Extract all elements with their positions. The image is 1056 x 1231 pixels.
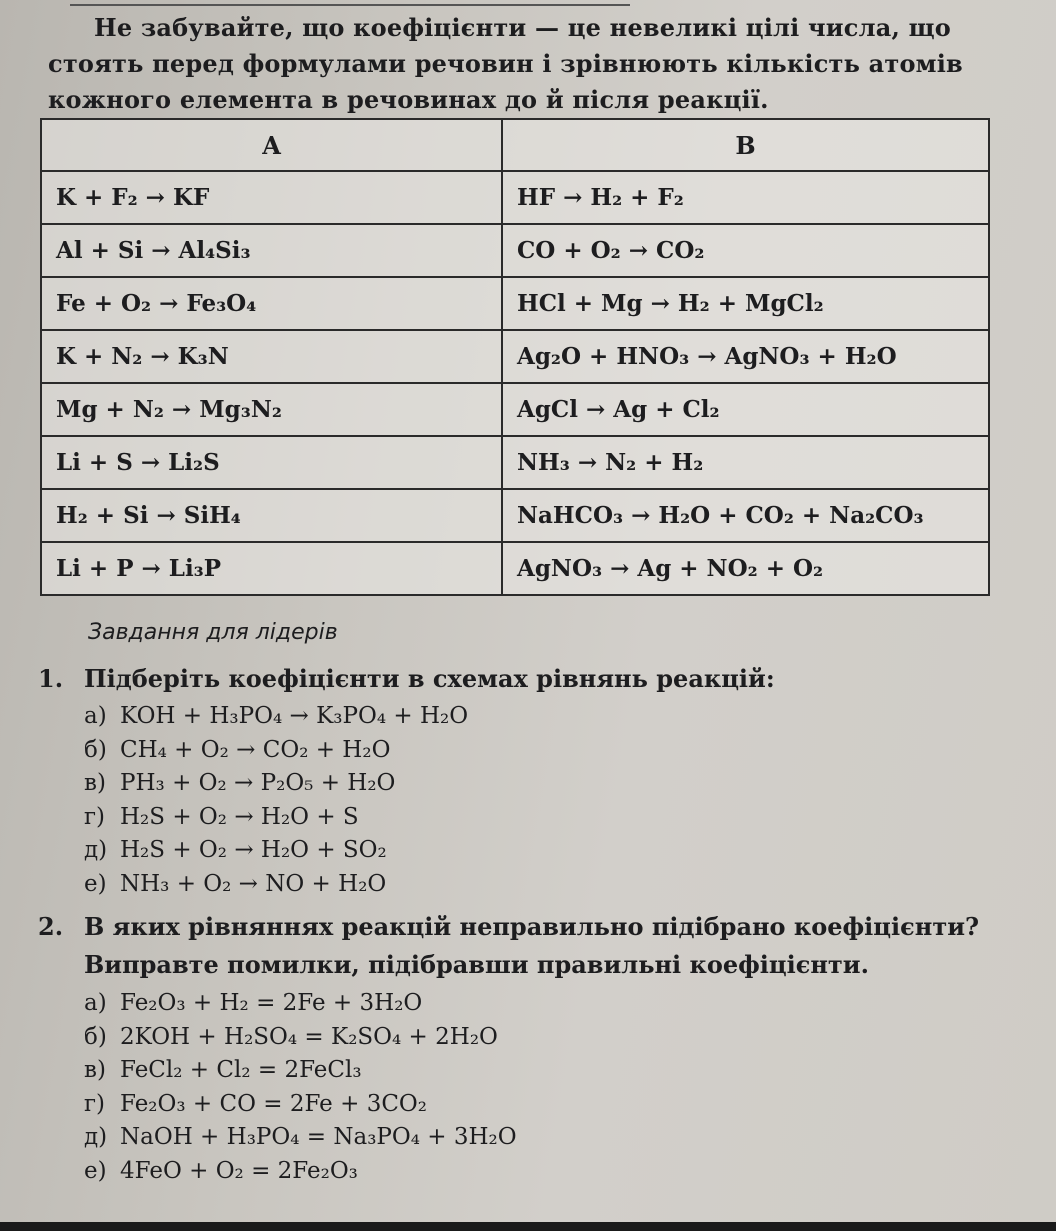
table-row [41, 277, 989, 330]
item-label: д) [84, 1124, 108, 1150]
intro-line: стоять перед формулами речовин і зрівнюють кількість атомів [48, 49, 963, 78]
list-item [84, 1121, 517, 1155]
reaction-a: K + F₂ → KF [41, 171, 502, 224]
task-number: 1. [38, 664, 64, 693]
list-item [84, 734, 468, 768]
equation: H₂S + O₂ → H₂O + S [120, 803, 359, 830]
table-row [41, 436, 989, 489]
top-rule [70, 4, 630, 6]
list-item [84, 987, 517, 1021]
equation: Fe₂O₃ + H₂ = 2Fe + 3H₂O [120, 990, 423, 1016]
table-header-row [41, 119, 989, 171]
list-item [84, 700, 468, 734]
column-header-b: B [502, 119, 989, 171]
equation: KOH + H₃PO₄ → K₃PO₄ + H₂O [120, 703, 469, 729]
list-item [84, 868, 468, 902]
equation: Fe₂O₃ + CO = 2Fe + 3CO₂ [120, 1090, 427, 1117]
item-label: б) [84, 1023, 107, 1050]
reaction-a: Li + S → Li₂S [41, 436, 502, 489]
item-label: е) [84, 1157, 107, 1184]
reaction-b: HCl + Mg → H₂ + MgCl₂ [502, 277, 989, 330]
item-label: г) [84, 1090, 106, 1117]
item-label: г) [84, 803, 106, 830]
task-1-items [84, 700, 468, 901]
reaction-a: H₂ + Si → SiH₄ [41, 489, 502, 542]
item-label: а) [84, 990, 107, 1016]
reaction-b: CO + O₂ → CO₂ [502, 224, 989, 277]
reaction-b: HF → H₂ + F₂ [502, 171, 989, 224]
equation: NaOH + H₃PO₄ = Na₃PO₄ + 3H₂O [120, 1124, 517, 1150]
table-row [41, 171, 989, 224]
intro-paragraph [48, 10, 1028, 118]
reaction-a: K + N₂ → K₃N [41, 330, 502, 383]
task-text: Підберіть коефіцієнти в схемах рівнянь реакцій: [84, 664, 775, 693]
list-item [84, 767, 468, 801]
reaction-a: Mg + N₂ → Mg₃N₂ [41, 383, 502, 436]
reaction-b: Ag₂O + HNO₃ → AgNO₃ + H₂O [502, 330, 989, 383]
list-item [84, 1088, 517, 1122]
equation: H₂S + O₂ → H₂O + SO₂ [120, 837, 387, 863]
intro-line: Не забувайте, що коефіцієнти — це невеликі цілі числа, що [94, 13, 951, 42]
bottom-edge [0, 1222, 1056, 1231]
reaction-a: Li + P → Li₃P [41, 542, 502, 595]
column-header-a: A [41, 119, 502, 171]
task-number: 2. [38, 912, 64, 941]
item-label: б) [84, 736, 107, 763]
task-2-heading [38, 910, 979, 944]
equation: CH₄ + O₂ → CO₂ + H₂O [120, 736, 391, 763]
table-row [41, 330, 989, 383]
table-row [41, 224, 989, 277]
equation: FeCl₂ + Cl₂ = 2FeCl₃ [120, 1057, 362, 1083]
list-item [84, 801, 468, 835]
equation: NH₃ + O₂ → NO + H₂O [120, 870, 387, 897]
item-label: а) [84, 703, 107, 729]
table-row [41, 542, 989, 595]
reaction-a: Al + Si → Al₄Si₃ [41, 224, 502, 277]
item-label: д) [84, 837, 108, 863]
list-item [84, 1054, 517, 1088]
task-text: В яких рівняннях реакцій неправильно підібрано коефіцієнти? [84, 912, 980, 941]
equation: PH₃ + O₂ → P₂O₅ + H₂O [120, 770, 396, 796]
reaction-b: AgCl → Ag + Cl₂ [502, 383, 989, 436]
equation: 2KOH + H₂SO₄ = K₂SO₄ + 2H₂O [120, 1023, 498, 1050]
item-label: е) [84, 870, 107, 897]
task-1-heading [38, 662, 775, 696]
task-2-items [84, 987, 517, 1188]
leaders-heading: Завдання для лідерів [88, 620, 338, 645]
table-row [41, 383, 989, 436]
reactions-table [40, 118, 990, 596]
list-item [84, 1155, 517, 1189]
table-row [41, 489, 989, 542]
item-label: в) [84, 1057, 106, 1083]
equation: 4FeO + O₂ = 2Fe₂O₃ [120, 1157, 358, 1184]
reaction-b: NH₃ → N₂ + H₂ [502, 436, 989, 489]
intro-line: кожного елемента в речовинах до й після реакції. [48, 85, 769, 114]
reaction-b: NaHCO₃ → H₂O + CO₂ + Na₂CO₃ [502, 489, 989, 542]
reaction-a: Fe + O₂ → Fe₃O₄ [41, 277, 502, 330]
list-item [84, 834, 468, 868]
item-label: в) [84, 770, 106, 796]
reaction-b: AgNO₃ → Ag + NO₂ + O₂ [502, 542, 989, 595]
task-2-subline: Виправте помилки, підібравши правильні коефіцієнти. [84, 950, 869, 979]
list-item [84, 1021, 517, 1055]
